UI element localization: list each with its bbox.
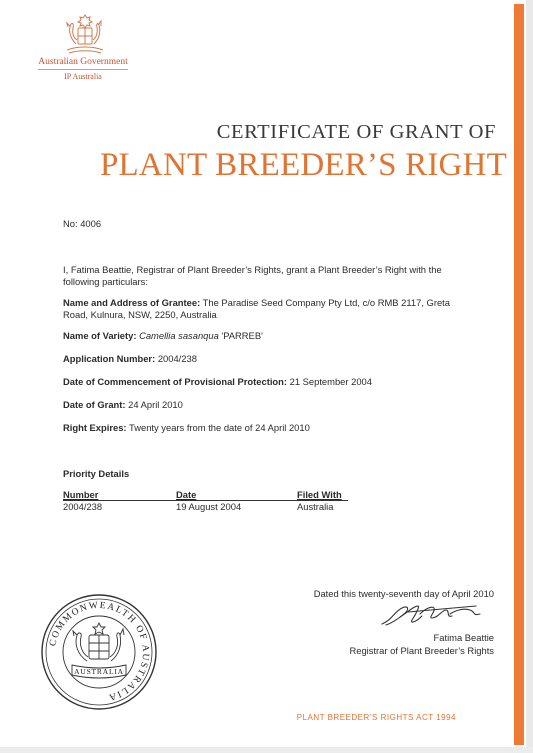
- intro-line-2: following particulars:: [63, 276, 148, 287]
- priority-header-filed-with: Filed With: [297, 489, 342, 500]
- grant-date-row: [63, 399, 183, 411]
- priority-details-heading: Priority Details: [63, 468, 130, 479]
- certificate-title-line2: PLANT BREEDER’S RIGHT: [100, 147, 507, 183]
- grant-date-value: 24 April 2010: [128, 399, 183, 410]
- act-reference: PLANT BREEDER’S RIGHTS ACT 1994: [296, 713, 456, 722]
- dated-line: Dated this twenty-seventh day of April 2010: [313, 588, 494, 599]
- priority-header-date: Date: [176, 489, 197, 500]
- priority-row-number: 2004/238: [63, 501, 103, 512]
- priority-row-filed-with: Australia: [297, 501, 334, 512]
- variety-name: 'PARREB': [221, 330, 263, 341]
- signer-name: Fatima Beattie: [433, 632, 494, 643]
- agency-name: IP Australia: [64, 72, 102, 81]
- certificate-title-line1: CERTIFICATE OF GRANT OF: [216, 121, 496, 143]
- page-edge-right: [526, 0, 533, 753]
- priority-row-date: 19 August 2004: [176, 501, 242, 512]
- government-name: Australian Government: [38, 57, 128, 67]
- expiry-label: Right Expires:: [63, 422, 127, 433]
- certificate-number: No: 4006: [63, 218, 102, 229]
- grantee-row: [63, 297, 450, 309]
- commonwealth-seal: [40, 593, 158, 711]
- grant-date-label: Date of Grant:: [63, 399, 126, 410]
- provisional-row: [63, 376, 372, 388]
- intro-line-1: I, Fatima Beattie, Registrar of Plant Breeder’s Rights, grant a Plant Breeder’s Right with the: [63, 264, 442, 275]
- variety-label: Name of Variety:: [63, 330, 137, 341]
- grantee-value-line2: Road, Kulnura, NSW, 2250, Australia: [63, 309, 217, 320]
- expiry-row: [63, 422, 310, 434]
- grantee-label: Name and Address of Grantee:: [63, 297, 201, 308]
- variety-species: Camellia sasanqua: [139, 330, 219, 341]
- application-value: 2004/238: [157, 353, 197, 364]
- grantee-value: The Paradise Seed Company Pty Ltd, c/o RMB 2117, Greta: [202, 297, 450, 308]
- priority-header-number: Number: [63, 489, 99, 500]
- application-row: [63, 353, 197, 365]
- application-label: Application Number:: [63, 353, 156, 364]
- expiry-value: Twenty years from the date of 24 April 2010: [129, 422, 310, 433]
- variety-row: [63, 330, 263, 342]
- handwritten-signature: [372, 600, 494, 630]
- government-divider: [38, 69, 128, 70]
- seal-banner-text: AUSTRALIA: [74, 667, 124, 676]
- signer-title: Registrar of Plant Breeder’s Rights: [349, 645, 494, 656]
- provisional-label: Date of Commencement of Provisional Protection:: [63, 376, 287, 387]
- page-edge-bottom: [0, 747, 533, 753]
- orange-side-stripe: [514, 4, 524, 745]
- seal-coat-of-arms-icon: [73, 623, 124, 661]
- provisional-value: 21 September 2004: [289, 376, 372, 387]
- seal-ring-text: COMMONWEALTH OF AUSTRALIA: [48, 600, 151, 703]
- coat-of-arms-icon: [55, 12, 115, 56]
